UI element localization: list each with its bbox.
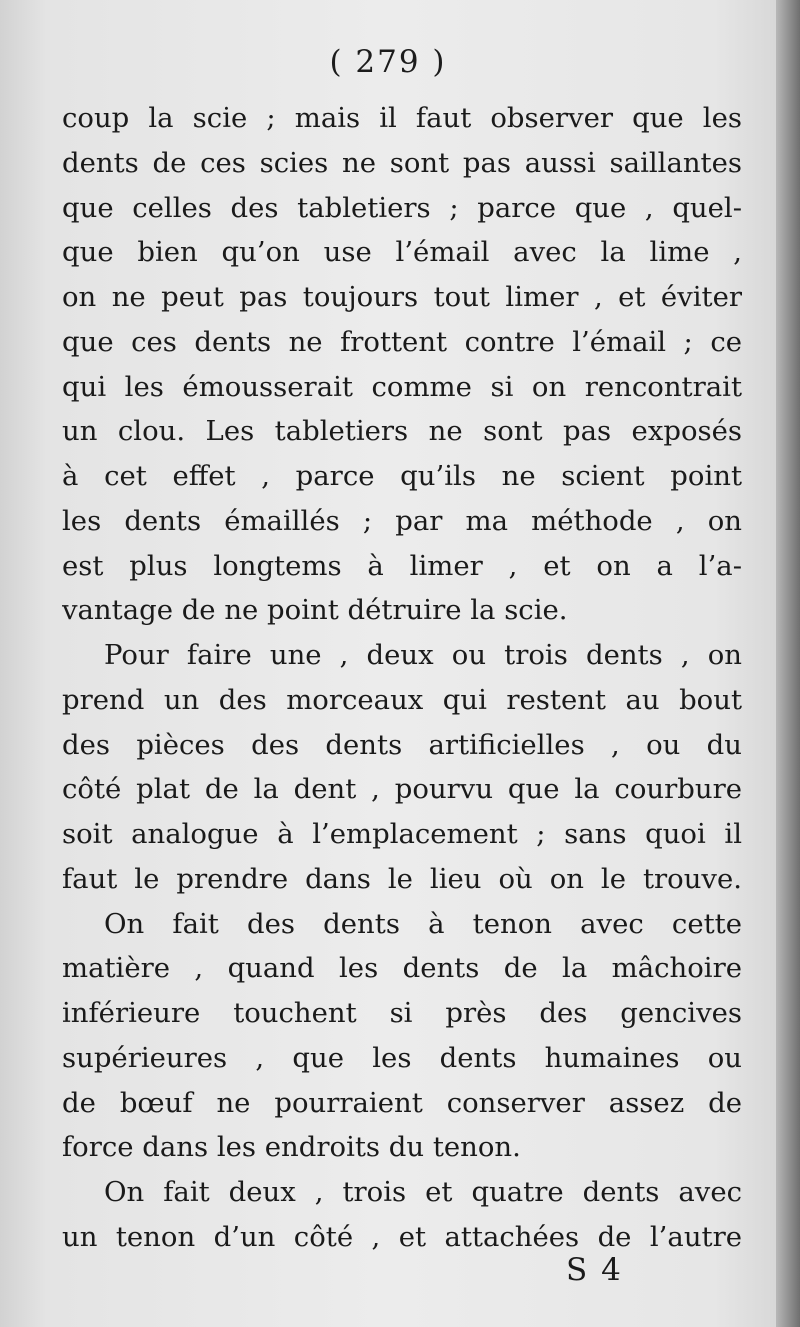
text-line: dents de ces scies ne sont pas aussi saillantes bbox=[62, 146, 742, 179]
text-line: que ces dents ne frottent contre l’émail ; ce bbox=[62, 325, 742, 358]
text-line: on ne peut pas toujours tout limer , et éviter bbox=[62, 281, 742, 313]
text-line: supérieures , que les dents humaines ou bbox=[62, 1041, 742, 1074]
text-line: soit analogue à l’emplacement ; sans quoi il bbox=[62, 818, 742, 850]
text-line: côté plat de la dent , pourvu que la courbure bbox=[62, 773, 742, 806]
text-line: de bœuf ne pourraient conserver assez de bbox=[62, 1086, 742, 1119]
text-line: que celles des tabletiers ; parce que , quel- bbox=[62, 191, 742, 224]
text-line: coup la scie ; mais il faut observer que les bbox=[62, 102, 742, 134]
text-line: faut le prendre dans le lieu où on le trouve. bbox=[62, 862, 742, 895]
text-line: les dents émaillés ; par ma méthode , on bbox=[62, 504, 742, 537]
body-text bbox=[62, 96, 742, 1260]
text-line: est plus longtems à limer , et on a l’a- bbox=[62, 549, 742, 582]
text-line: Pour faire une , deux ou trois dents , on bbox=[104, 639, 742, 671]
text-line: force dans les endroits du tenon. bbox=[62, 1131, 521, 1164]
text-line: un tenon d’un côté , et attachées de l’autre bbox=[62, 1220, 742, 1253]
text-line: un clou. Les tabletiers ne sont pas exposés bbox=[62, 415, 742, 448]
text-line: vantage de ne point détruire la scie. bbox=[62, 594, 568, 627]
text-line: On fait des dents à tenon avec cette bbox=[104, 907, 742, 940]
text-line: à cet effet , parce qu’ils ne scient point bbox=[62, 460, 742, 492]
page-edge-shadow bbox=[776, 0, 800, 1327]
text-line: On fait deux , trois et quatre dents avec bbox=[104, 1176, 742, 1208]
text-line: inférieure touchent si près des gencives bbox=[62, 997, 742, 1029]
signature-mark: S 4 bbox=[566, 1252, 623, 1288]
text-line: des pièces des dents artificielles , ou du bbox=[62, 728, 742, 761]
text-line: prend un des morceaux qui restent au bout bbox=[62, 683, 742, 716]
text-line: qui les émousserait comme si on rencontrait bbox=[62, 370, 742, 403]
page-number: ( 279 ) bbox=[329, 44, 447, 80]
text-line: matière , quand les dents de la mâchoire bbox=[62, 952, 742, 985]
text-line: que bien qu’on use l’émail avec la lime , bbox=[62, 236, 742, 269]
